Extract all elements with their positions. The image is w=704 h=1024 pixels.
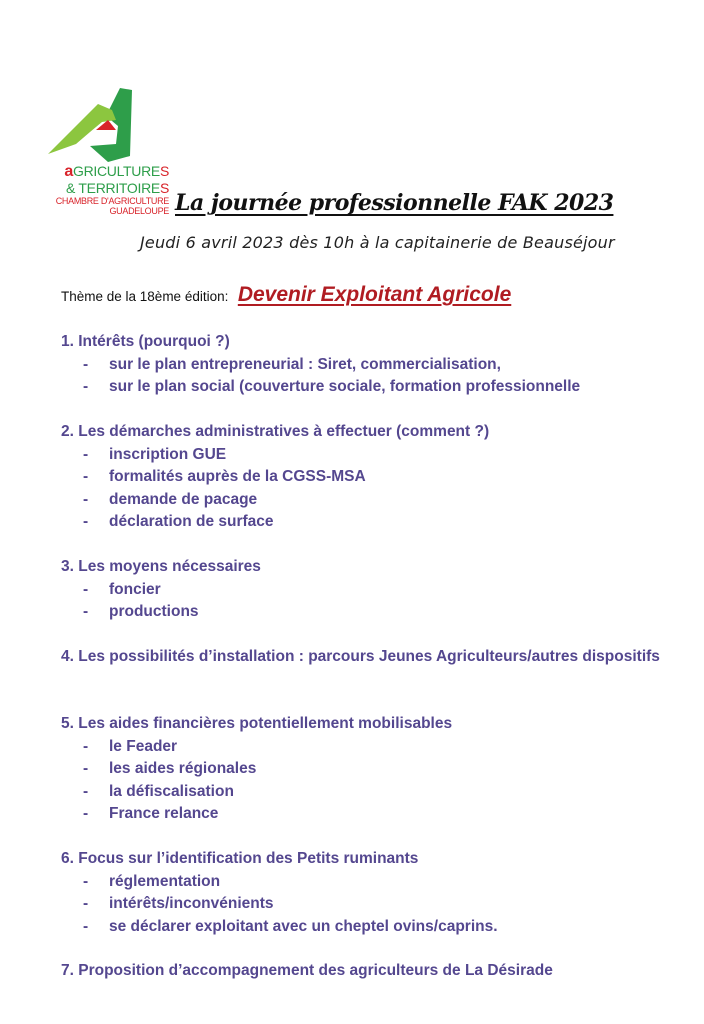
logo-line3: CHAMBRE D'AGRICULTURE — [55, 196, 169, 206]
list-item — [61, 803, 452, 826]
logo-line1-s: S — [159, 163, 169, 179]
list-item-text: le Feader — [109, 737, 178, 755]
list-item-text: inscription GUE — [109, 445, 227, 463]
list-item-text: intérêts/inconvénients — [109, 895, 274, 912]
theme-label: Thème de la 18ème édition: — [61, 289, 229, 304]
bullet-dash: - — [83, 445, 89, 463]
section-aides — [61, 713, 452, 826]
list-item — [61, 354, 580, 377]
section-demarches — [61, 421, 489, 534]
bullet-dash: - — [83, 355, 89, 373]
bullet-dash: - — [83, 782, 89, 800]
list-item-text: foncier — [109, 580, 161, 598]
bullet-dash: - — [83, 468, 89, 485]
list-item-text: sur le plan social (couverture sociale, formation professionnelle — [109, 378, 581, 395]
section-installation — [61, 646, 681, 669]
theme-row — [61, 283, 511, 307]
list-item-text: formalités auprès de la CGSS-MSA — [109, 468, 366, 485]
section-heading: 1. Intérêts (pourquoi ?) — [61, 333, 230, 350]
list-item — [61, 601, 261, 624]
list-item — [61, 736, 452, 759]
section-interets — [61, 331, 580, 399]
list-item — [61, 489, 489, 512]
list-item-text: demande de pacage — [109, 490, 258, 508]
bullet-dash: - — [83, 805, 89, 822]
list-item-text: la défiscalisation — [109, 782, 234, 800]
section-heading: 5. Les aides financières potentiellement mobilisables — [61, 715, 453, 732]
section-heading: 3. Les moyens nécessaires — [61, 558, 261, 575]
logo-line4: GUADELOUPE — [109, 206, 169, 216]
section-petits-ruminants — [61, 848, 498, 938]
list-item-text: déclaration de surface — [109, 513, 274, 530]
section-heading: 6. Focus sur l’identification des Petits ruminants — [61, 850, 419, 867]
list-item — [61, 916, 498, 939]
bullet-dash: - — [83, 895, 89, 912]
chamber-logo — [44, 86, 174, 226]
list-item-text: France relance — [109, 805, 219, 822]
list-item-text: les aides régionales — [109, 760, 257, 777]
section-heading: 4. Les possibilités d’installation : parcours Jeunes Agriculteurs/autres dispositifs — [61, 648, 660, 665]
list-item-text: sur le plan entrepreneurial : Siret, commercialisation, — [109, 355, 501, 373]
bullet-dash: - — [83, 917, 89, 935]
event-date-location: Jeudi 6 avril 2023 dès 10h à la capitainerie de Beauséjour — [140, 233, 615, 252]
bullet-dash: - — [83, 872, 89, 890]
list-item — [61, 444, 489, 467]
section-accompagnement — [61, 960, 553, 983]
bullet-dash: - — [83, 490, 89, 508]
logo-emblem-icon — [46, 86, 136, 164]
logo-line2: & TERRITOIRE — [66, 180, 160, 196]
section-heading: 2. Les démarches administratives à effectuer (comment ?) — [61, 423, 490, 440]
bullet-dash: - — [83, 378, 89, 395]
list-item — [61, 376, 580, 399]
list-item — [61, 781, 452, 804]
bullet-dash: - — [83, 760, 89, 777]
list-item — [61, 758, 452, 781]
logo-line2-s: S — [159, 180, 169, 196]
logo-line1: GRICULTURE — [72, 163, 160, 179]
list-item — [61, 466, 489, 489]
list-item-text: se déclarer exploitant avec un cheptel ovins/caprins. — [109, 917, 498, 935]
bullet-dash: - — [83, 580, 89, 598]
list-item-text: productions — [109, 603, 199, 620]
list-item — [61, 511, 489, 534]
section-heading: 7. Proposition d’accompagnement des agriculteurs de La Désirade — [61, 962, 553, 979]
list-item — [61, 893, 498, 916]
list-item — [61, 579, 261, 602]
section-moyens — [61, 556, 261, 624]
logo-letter-a: a — [64, 163, 73, 180]
bullet-dash: - — [83, 737, 89, 755]
document-title: La journée professionnelle FAK 2023 — [175, 190, 614, 216]
theme-value: Devenir Exploitant Agricole — [237, 283, 512, 306]
bullet-dash: - — [83, 513, 89, 530]
list-item-text: réglementation — [109, 872, 221, 890]
bullet-dash: - — [83, 603, 89, 620]
list-item — [61, 871, 498, 894]
